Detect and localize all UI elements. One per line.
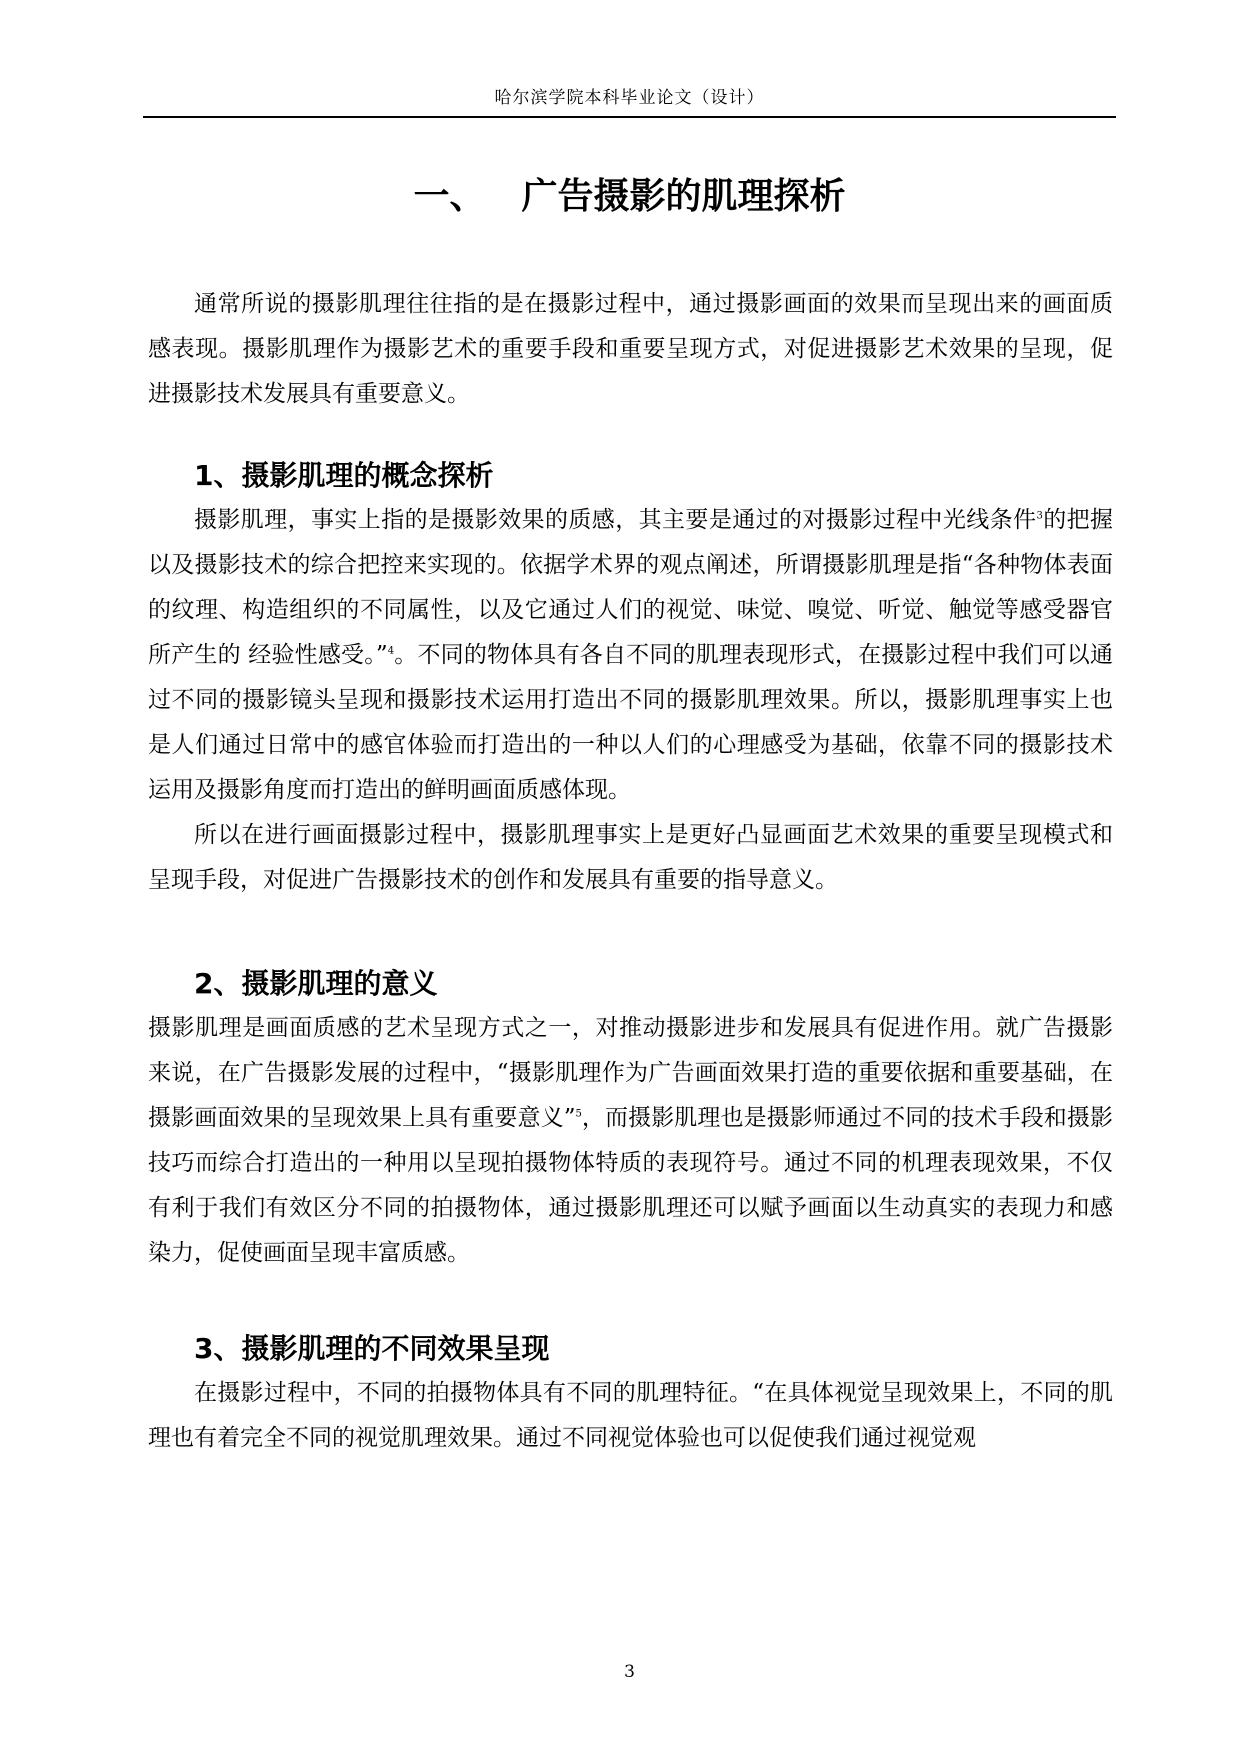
- section-2-heading: 2、摄影肌理的意义: [194, 967, 438, 1000]
- footnote-ref-3: 3: [1036, 510, 1043, 522]
- spacer: [148, 1276, 1113, 1326]
- footnote-ref-4: 4: [387, 645, 395, 657]
- chapter-title-text: 广告摄影的肌理探析: [521, 176, 846, 217]
- section-1-text-c: 。不同的物体具有各自不同的肌理表现形式，在摄影过程中我们可以通过不同的摄影镜头呈现和摄影技术运用打造出不同的摄影肌理效果。所以，摄影肌理事实上也是人们通过日常中的感官体验而打造出的一种以人们的心理感受为基础，依靠不同的摄影技术运用及摄影角度而打造出的鲜明画面质感体现。: [148, 642, 1114, 803]
- header-text: 哈尔滨学院本科毕业论文（设计）: [494, 88, 765, 108]
- section-2-paragraph-1: [148, 1006, 1113, 1276]
- chapter-title: [143, 172, 1116, 222]
- spacer: [148, 903, 1113, 961]
- footnote-ref-5: 5: [575, 1108, 582, 1120]
- section-3-paragraph-1: 在摄影过程中，不同的拍摄物体具有不同的肌理特征。“在具体视觉呈现效果上，不同的肌理也有着完全不同的视觉肌理效果。通过不同视觉体验也可以促使我们通过视觉观: [148, 1380, 1113, 1451]
- chapter-number: 一、: [413, 176, 486, 217]
- intro-paragraph: 通常所说的摄影肌理往往指的是在摄影过程中，通过摄影画面的效果而呈现出来的画面质感表现。摄影肌理作为摄影艺术的重要手段和重要呈现方式，对促进摄影艺术效果的呈现，促进摄影技术发展具有重要意义。: [148, 291, 1113, 407]
- section-1-text-b: 的把握以及摄影技术的综合把控来实现的。依据学术界的观点阐述，所谓摄影肌理是指“各种物体表面的纹理、构造组织的不同属性，以及它通过人们的视觉、味觉、嗅觉、听觉、触觉等感受器官所产生的 经验性感受。”: [148, 507, 1114, 668]
- section-3-heading: 3、摄影肌理的不同效果呈现: [194, 1332, 550, 1365]
- section-2-text-a: 摄影肌理是画面质感的艺术呈现方式之一，对推动摄影进步和发展具有促进作用。就广告摄影来说，在广告摄影发展的过程中，“摄影肌理作为广告画面效果打造的重要依据和重要基础，在摄影画面效果的呈现效果上具有重要意义”: [148, 1015, 1113, 1131]
- page-header: [143, 84, 1116, 118]
- section-2-text-b: ，而摄影肌理也是摄影师通过不同的技术手段和摄影技巧而综合打造出的一种用以呈现拍摄物体特质的表现符号。通过不同的机理表现效果，不仅有利于我们有效区分不同的拍摄物体，通过摄影肌理还可以赋予画面以生动真实的表现力和感染力，促使画面呈现丰富质感。: [148, 1105, 1113, 1266]
- section-1-paragraph-2: 所以在进行画面摄影过程中，摄影肌理事实上是更好凸显画面艺术效果的重要呈现模式和呈现手段，对促进广告摄影技术的创作和发展具有重要的指导意义。: [148, 822, 1113, 893]
- section-1-paragraph-1: [148, 498, 1113, 813]
- section-1-heading: 1、摄影肌理的概念探析: [194, 459, 494, 492]
- section-1-text-a: 摄影肌理，事实上指的是摄影效果的质感，其主要是通过的对摄影过程中光线条件: [194, 507, 1037, 533]
- spacer: [148, 417, 1113, 453]
- document-body: [148, 282, 1113, 1461]
- page-number: 3: [624, 1662, 635, 1682]
